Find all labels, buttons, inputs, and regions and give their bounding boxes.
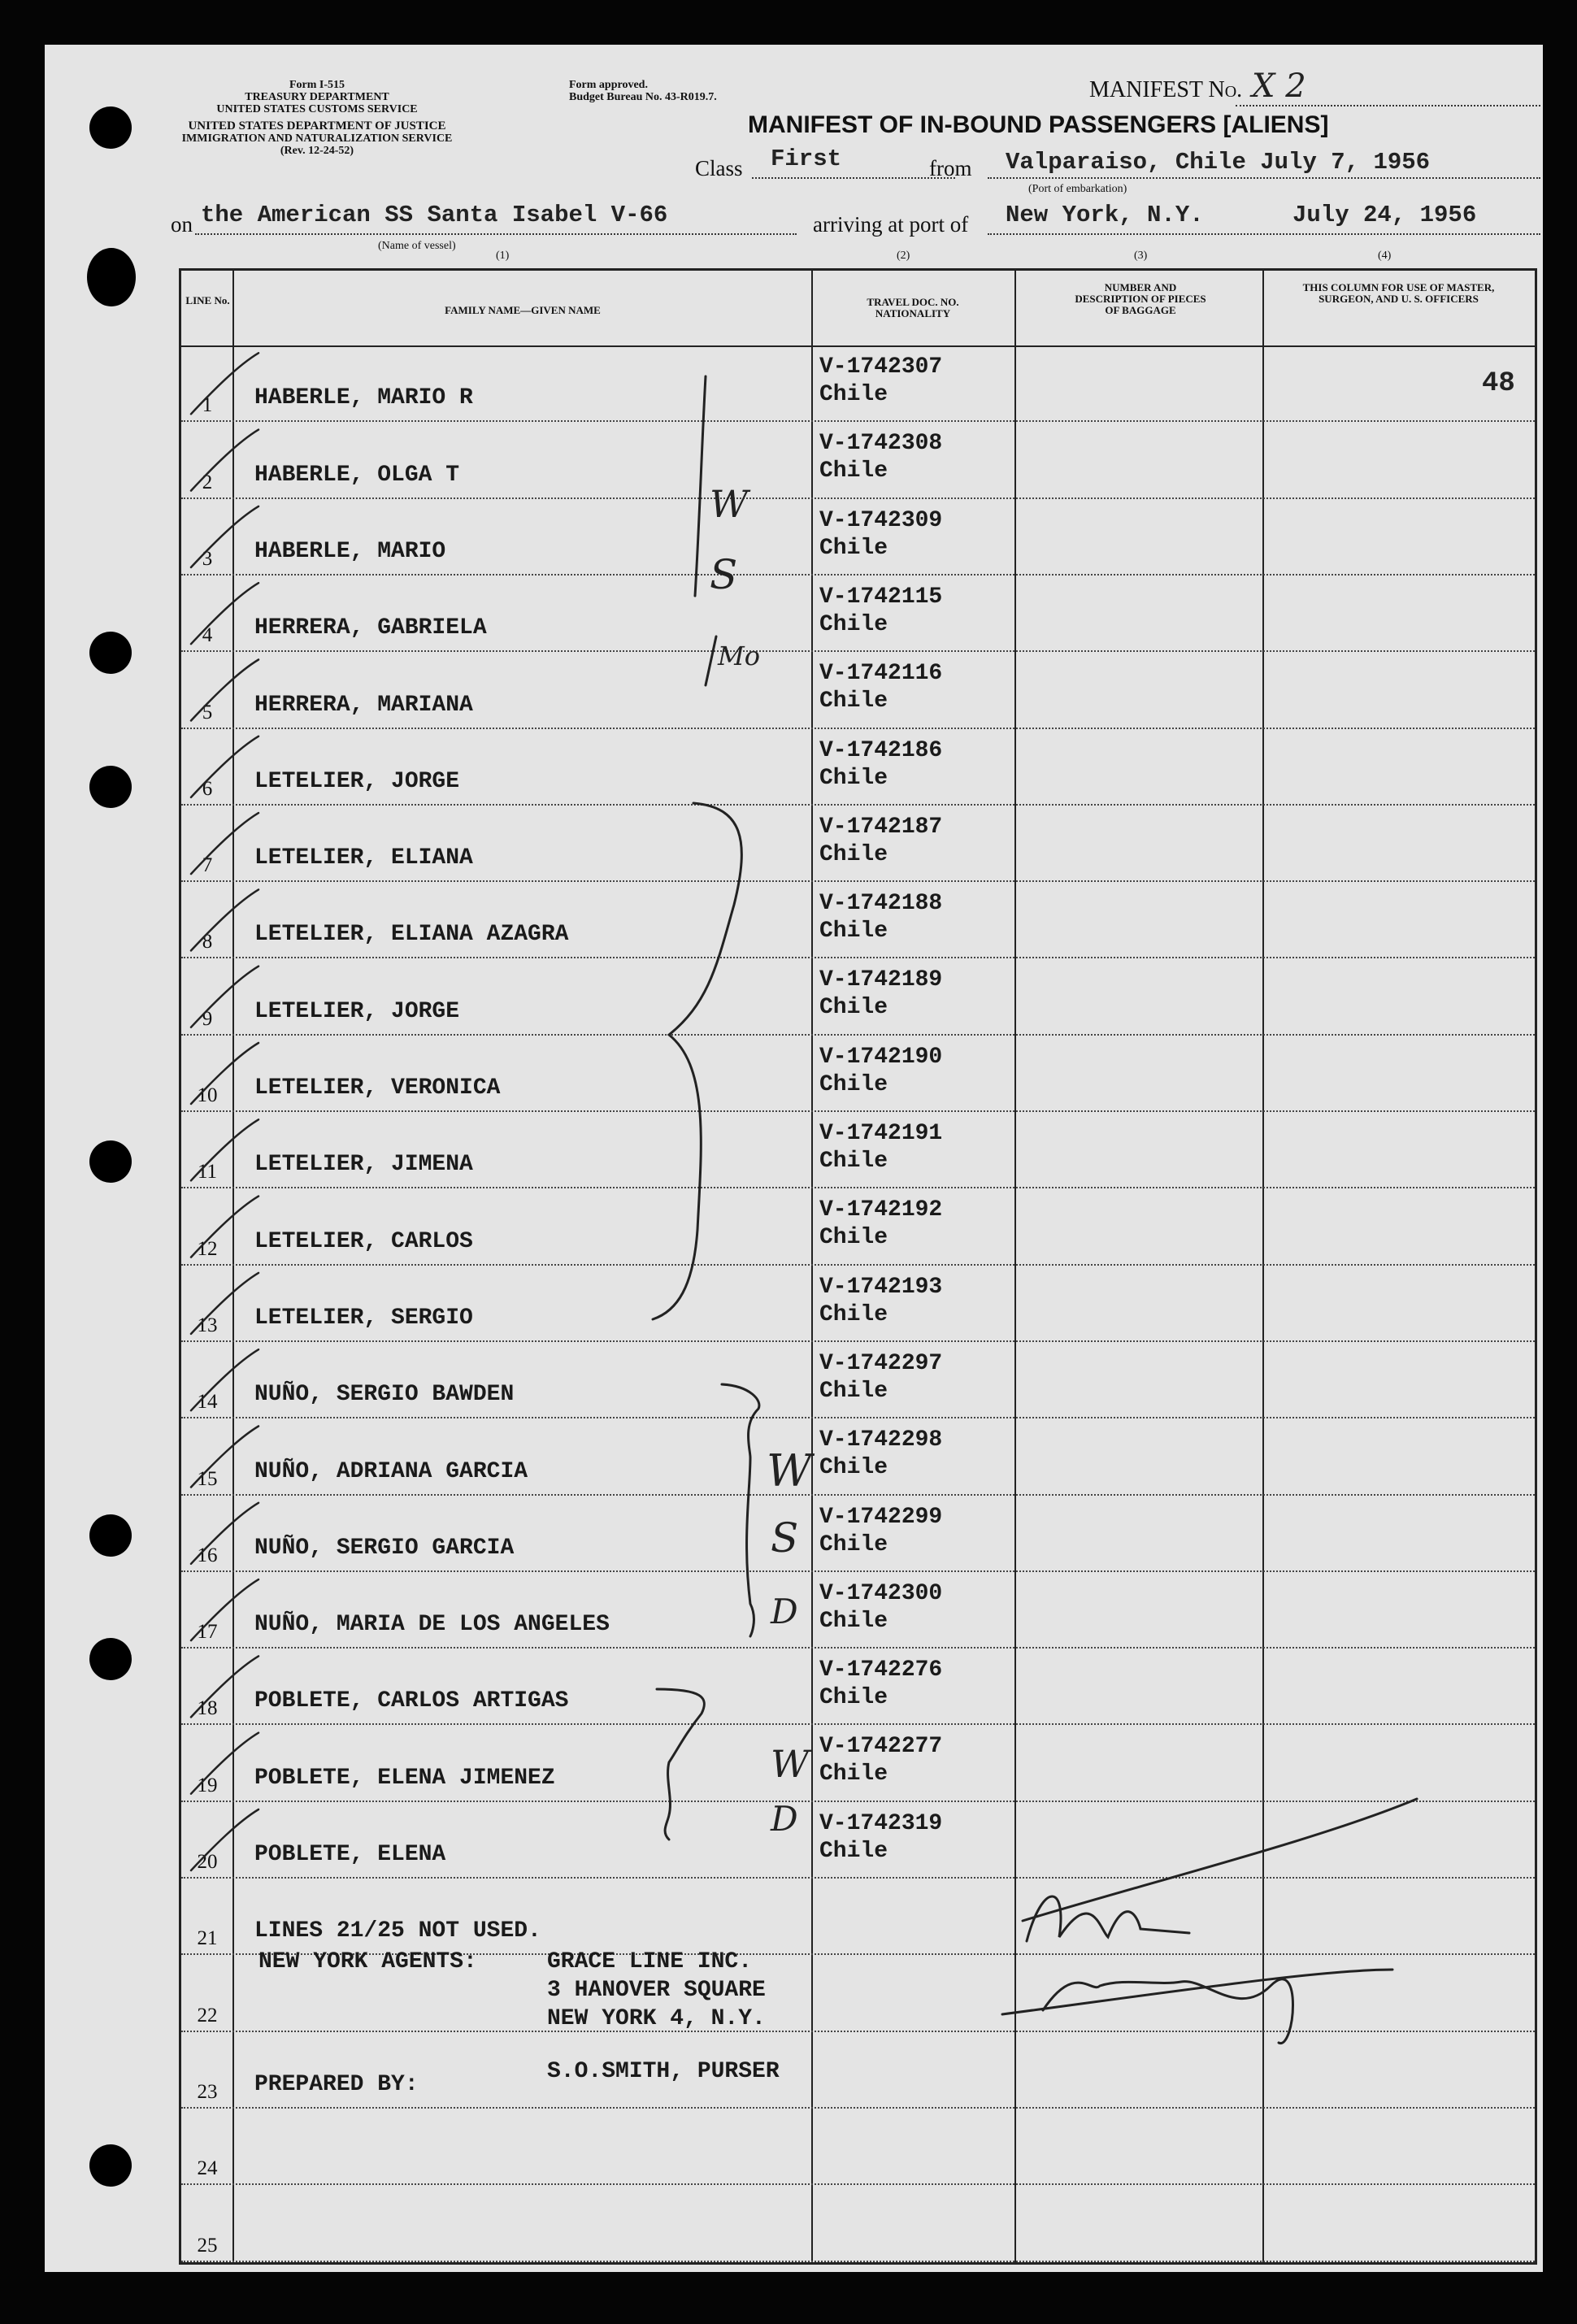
passenger-name: LETELIER, JORGE bbox=[254, 768, 460, 794]
annotation-mark: W bbox=[710, 482, 749, 526]
travel-doc-number: V-1742298 bbox=[819, 1427, 943, 1453]
manifest-number-value: X 2 bbox=[1252, 67, 1306, 105]
nationality: Chile bbox=[819, 1455, 888, 1481]
passenger-name: NUÑO, SERGIO BAWDEN bbox=[254, 1382, 515, 1408]
line-number: 19 bbox=[197, 1774, 218, 1796]
travel-doc-number: V-1742300 bbox=[819, 1580, 943, 1606]
line-number: 20 bbox=[197, 1851, 218, 1873]
port-embarkation-caption: (Port of embarkation) bbox=[1028, 183, 1127, 195]
punch-hole bbox=[89, 632, 132, 674]
travel-doc-number: V-1742190 bbox=[819, 1044, 943, 1070]
col-num-2: (2) bbox=[897, 250, 910, 262]
passenger-name: NUÑO, MARIA DE LOS ANGELES bbox=[254, 1612, 610, 1638]
travel-doc-number: V-1742115 bbox=[819, 584, 943, 610]
nationality: Chile bbox=[819, 611, 888, 637]
prepared-by-value: S.O.SMITH, PURSER bbox=[547, 2059, 780, 2084]
nationality: Chile bbox=[819, 458, 888, 484]
arrival-date: July 24, 1956 bbox=[1292, 202, 1477, 228]
punch-hole bbox=[89, 766, 132, 808]
handwriting-strokes bbox=[181, 271, 1535, 2262]
passenger-table bbox=[179, 268, 1537, 2265]
nationality: Chile bbox=[819, 1378, 888, 1404]
passenger-name: HABERLE, MARIO bbox=[254, 538, 446, 564]
class-label: Class bbox=[695, 156, 743, 180]
nationality: Chile bbox=[819, 535, 888, 561]
travel-doc-number: V-1742116 bbox=[819, 661, 943, 687]
punch-hole bbox=[89, 1140, 132, 1183]
punch-hole bbox=[89, 1638, 132, 1680]
header-line-no: LINE No. bbox=[185, 294, 230, 306]
annotation-mark: D bbox=[771, 1592, 798, 1631]
passenger-name: POBLETE, ELENA bbox=[254, 1842, 446, 1867]
travel-doc-number: V-1742186 bbox=[819, 737, 943, 763]
passenger-name: HABERLE, OLGA T bbox=[254, 462, 460, 488]
nationality: Chile bbox=[819, 1685, 888, 1711]
header-baggage: NUMBER AND DESCRIPTION OF PIECES OF BAGGAGE bbox=[1075, 281, 1206, 316]
line-number: 13 bbox=[197, 1314, 218, 1336]
travel-doc-number: V-1742277 bbox=[819, 1734, 943, 1760]
passenger-name: POBLETE, CARLOS ARTIGAS bbox=[254, 1688, 569, 1714]
annotation-mark: D bbox=[771, 1799, 798, 1839]
line-number: 2 bbox=[202, 471, 213, 493]
travel-doc-number: V-1742189 bbox=[819, 967, 943, 993]
line-number: 18 bbox=[197, 1697, 218, 1720]
annotation-mark: W bbox=[767, 1445, 812, 1496]
travel-doc-number: V-1742192 bbox=[819, 1197, 943, 1223]
nationality: Chile bbox=[819, 919, 888, 945]
agents-label: NEW YORK AGENTS: bbox=[258, 1949, 477, 1974]
travel-doc-number: V-1742193 bbox=[819, 1274, 943, 1300]
line-number: 22 bbox=[197, 2004, 218, 2026]
line-number: 14 bbox=[197, 1391, 218, 1414]
passenger-name: PREPARED BY: bbox=[254, 2071, 419, 2097]
line-number: 4 bbox=[202, 624, 213, 647]
passenger-name: LETELIER, ELIANA AZAGRA bbox=[254, 922, 569, 948]
nationality: Chile bbox=[819, 382, 888, 407]
header-doc: TRAVEL DOC. NO. NATIONALITY bbox=[867, 296, 959, 319]
header-officers: THIS COLUMN FOR USE OF MASTER, SURGEON, AND U. S. OFFICERS bbox=[1302, 281, 1495, 305]
line-number: 11 bbox=[197, 1161, 218, 1184]
vessel-value: the American SS Santa Isabel V-66 bbox=[201, 202, 668, 228]
passenger-name: POBLETE, ELENA JIMENEZ bbox=[254, 1765, 555, 1791]
on-label: on bbox=[171, 212, 193, 237]
line-number: 7 bbox=[202, 854, 213, 877]
travel-doc-number: V-1742299 bbox=[819, 1504, 943, 1530]
annotation-mark: Mo bbox=[718, 641, 761, 671]
passenger-name: LETELIER, JIMENA bbox=[254, 1152, 473, 1178]
line-number: 5 bbox=[202, 701, 213, 723]
passenger-name: LETELIER, VERONICA bbox=[254, 1075, 501, 1101]
arrival-port: New York, N.Y. bbox=[1006, 202, 1204, 228]
passenger-name: NUÑO, ADRIANA GARCIA bbox=[254, 1458, 528, 1484]
travel-doc-number: V-1742297 bbox=[819, 1350, 943, 1376]
travel-doc-number: V-1742188 bbox=[819, 891, 943, 917]
passenger-name: LETELIER, SERGIO bbox=[254, 1305, 473, 1331]
travel-doc-number: V-1742191 bbox=[819, 1121, 943, 1146]
vessel-caption: (Name of vessel) bbox=[378, 240, 456, 252]
travel-doc-number: V-1742187 bbox=[819, 814, 943, 840]
nationality: Chile bbox=[819, 1608, 888, 1634]
line-number: 25 bbox=[197, 2234, 218, 2257]
annotation-mark: S bbox=[771, 1514, 799, 1562]
line-number: 24 bbox=[197, 2157, 218, 2180]
line-number: 8 bbox=[202, 931, 213, 953]
col-num-3: (3) bbox=[1134, 250, 1148, 262]
col-num-4: (4) bbox=[1378, 250, 1392, 262]
line-number: 23 bbox=[197, 2080, 218, 2103]
line-number: 3 bbox=[202, 547, 213, 570]
agents-line-1: GRACE LINE INC. bbox=[547, 1949, 753, 1974]
line-number: 15 bbox=[197, 1467, 218, 1490]
nationality: Chile bbox=[819, 689, 888, 715]
passenger-name: HABERLE, MARIO R bbox=[254, 385, 473, 411]
travel-doc-number: V-1742319 bbox=[819, 1810, 943, 1836]
annotation-mark: S bbox=[710, 551, 738, 598]
manifest-page bbox=[45, 45, 1543, 2272]
line-number: 12 bbox=[197, 1237, 218, 1260]
nationality: Chile bbox=[819, 1071, 888, 1097]
travel-doc-number: V-1742307 bbox=[819, 354, 943, 380]
nationality: Chile bbox=[819, 995, 888, 1021]
line-number: 9 bbox=[202, 1007, 213, 1030]
header-name: FAMILY NAME—GIVEN NAME bbox=[445, 304, 601, 316]
arriving-label: arriving at port of bbox=[813, 212, 969, 237]
page-title: MANIFEST OF IN-BOUND PASSENGERS [ALIENS] bbox=[748, 111, 1329, 138]
manifest-number-label: MANIFEST No. bbox=[1089, 77, 1243, 102]
nationality: Chile bbox=[819, 1225, 888, 1251]
punch-hole bbox=[89, 2144, 132, 2187]
annotation-mark: W bbox=[771, 1742, 810, 1786]
line-number: 1 bbox=[202, 394, 213, 417]
nationality: Chile bbox=[819, 765, 888, 791]
line-number: 21 bbox=[197, 1927, 218, 1950]
passenger-name: HERRERA, GABRIELA bbox=[254, 615, 487, 641]
line-number: 6 bbox=[202, 777, 213, 800]
travel-doc-number: V-1742276 bbox=[819, 1657, 943, 1683]
passenger-name: LETELIER, ELIANA bbox=[254, 845, 473, 871]
punch-hole bbox=[89, 106, 132, 149]
travel-doc-number: V-1742309 bbox=[819, 507, 943, 533]
from-value: Valparaiso, Chile July 7, 1956 bbox=[1006, 149, 1431, 176]
nationality: Chile bbox=[819, 1838, 888, 1864]
from-label: from bbox=[929, 156, 972, 180]
nationality: Chile bbox=[819, 1761, 888, 1788]
line-number: 17 bbox=[197, 1621, 218, 1644]
nationality: Chile bbox=[819, 841, 888, 867]
class-value: First bbox=[771, 146, 842, 172]
punch-hole bbox=[87, 248, 136, 306]
passenger-name: LINES 21/25 NOT USED. bbox=[254, 1918, 541, 1944]
passenger-name: LETELIER, JORGE bbox=[254, 998, 460, 1024]
line-number: 10 bbox=[197, 1084, 218, 1106]
passenger-name: NUÑO, SERGIO GARCIA bbox=[254, 1535, 515, 1561]
punch-hole bbox=[89, 1514, 132, 1557]
nationality: Chile bbox=[819, 1301, 888, 1327]
form-block: Form I-515 TREASURY DEPARTMENT UNITED STATES CUSTOMS SERVICE UNITED STATES DEPARTMENT OF JUSTICE IMMIGRATION AND NATURALIZATION SERVICE (Rev. 12-24-52) bbox=[181, 79, 453, 157]
passenger-name: HERRERA, MARIANA bbox=[254, 692, 473, 718]
officer-note: 48 bbox=[1482, 368, 1515, 399]
col-num-1: (1) bbox=[496, 250, 510, 262]
travel-doc-number: V-1742308 bbox=[819, 431, 943, 457]
passenger-name: LETELIER, CARLOS bbox=[254, 1228, 473, 1254]
agents-line-2: 3 HANOVER SQUARE bbox=[547, 1978, 766, 2003]
approval-note: Form approved. Budget Bureau No. 43-R019.7. bbox=[569, 79, 717, 103]
nationality: Chile bbox=[819, 1531, 888, 1557]
agents-line-3: NEW YORK 4, N.Y. bbox=[547, 2006, 766, 2031]
nationality: Chile bbox=[819, 1149, 888, 1174]
line-number: 16 bbox=[197, 1544, 218, 1566]
